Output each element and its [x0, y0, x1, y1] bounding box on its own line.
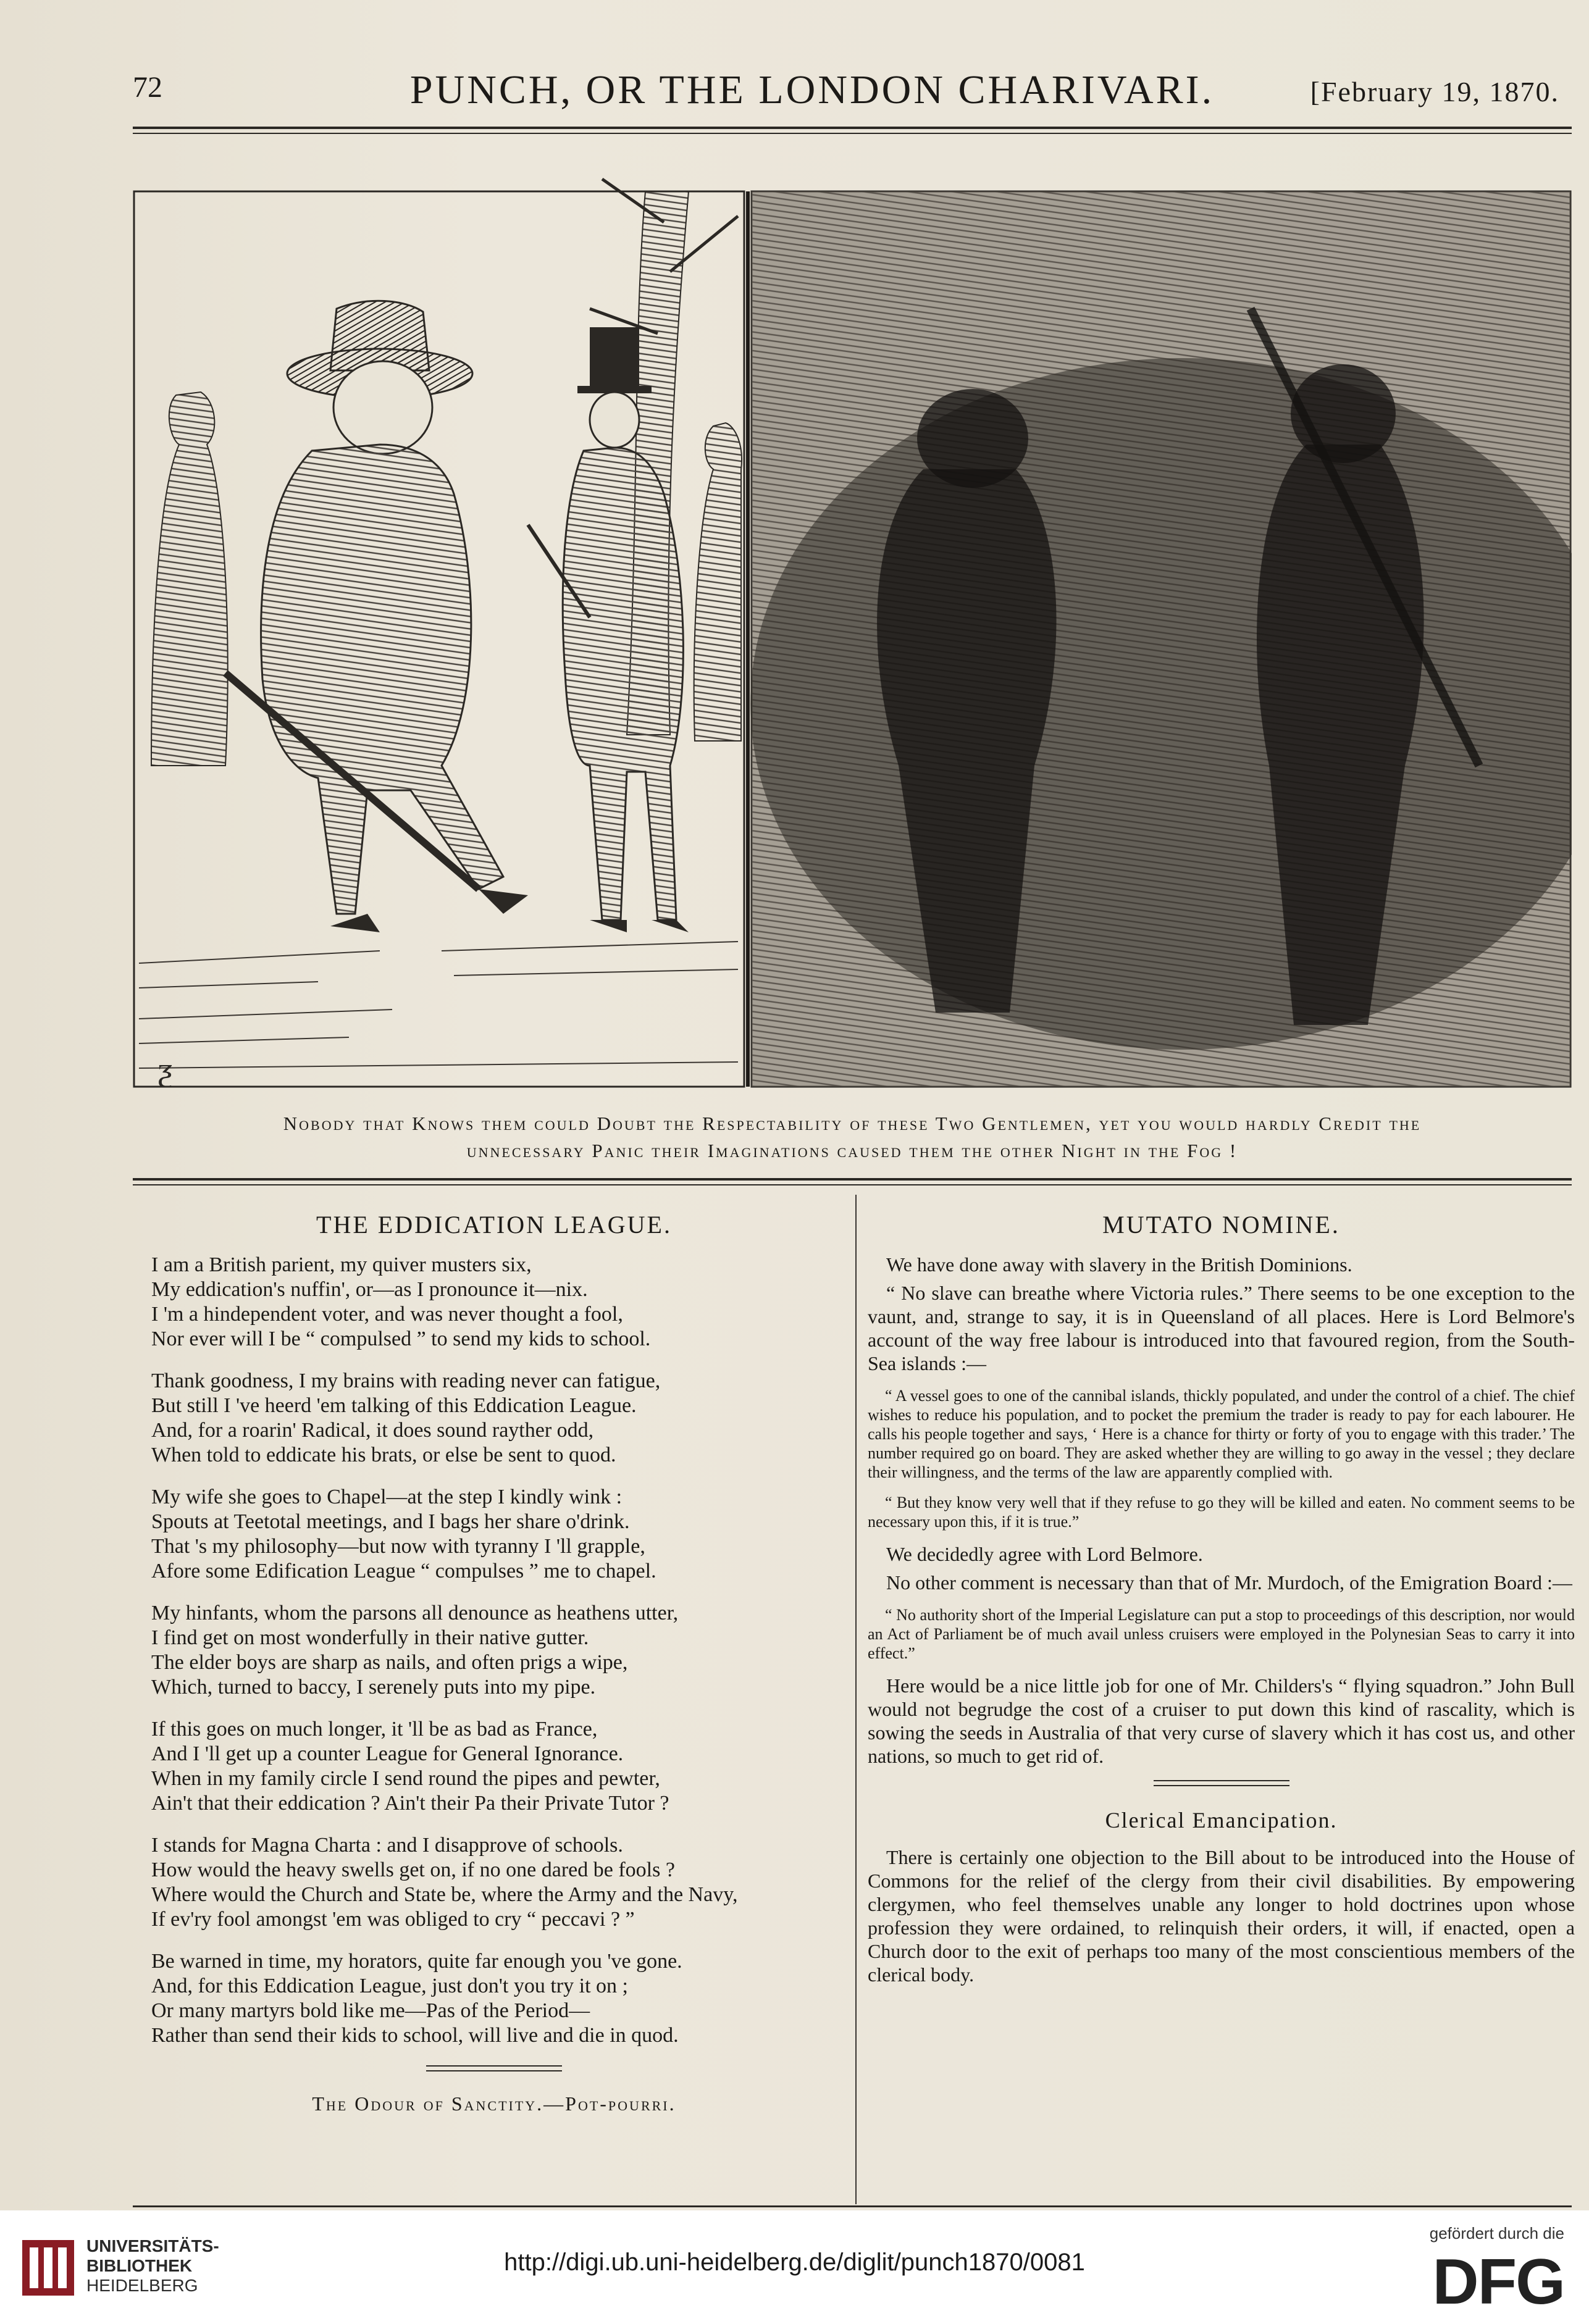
poem-line: If this goes on much longer, it 'll be as bad as France,	[151, 1718, 598, 1741]
quoted-extract: “ A vessel goes to one of the cannibal islands, thickly populated, and under the control of a chief. The chief wishes to reduce his population, and to pocket the premium the trader is ready to pay for each labourer. He calls his people together and says, ‘ Here is a chance for thirty or forty of you to engage with this trader.’ The number required go on board. They are asked whether they are willing to go away in the vessel ; they declare their willingness, and the terms of the law are apparently complied with.	[868, 1387, 1575, 1481]
stout-gentleman-body	[261, 445, 503, 914]
top-hat	[590, 327, 639, 389]
section-rule	[426, 2065, 562, 2071]
quoted-extract: “ No authority short of the Imperial Legislature can put a stop to proceedings of this description, nor would an Act of Parliament be of much avail unless cruisers were employed in the Polynesian Seas to carry it into effect.”	[868, 1606, 1575, 1662]
poem-stanza	[151, 1485, 837, 1584]
masthead-date: [February 19, 1870.	[1310, 76, 1559, 107]
paragraph: There is certainly one objection to the Bill about to be introduced into the House of Commons for the relief of the clergy from their civil disabilities. By empowering clergymen, who feel themselves unable any longer to hold doctrines upon whose profession they were ordained, to relinquish their orders, it will, if enacted, open a Church door to the exit of perhaps too many of the most conscientious members of the clerical body.	[868, 1846, 1575, 1986]
poem-line: I am a British parient, my quiver musters six,	[151, 1253, 532, 1276]
poem-line: The elder boys are sharp as nails, and often prigs a wipe,	[151, 1651, 628, 1674]
poem-stanza	[151, 1717, 837, 1816]
page-number: 72	[133, 71, 162, 104]
caption-line-2: unnecessary Panic their Imaginations caused them the other Night in the Fog !	[466, 1140, 1238, 1161]
article-title-clerical: Clerical Emancipation.	[1105, 1808, 1338, 1833]
cartoon-drawing	[133, 148, 1572, 1093]
poem-line: How would the heavy swells get on, if no one dared be fools ?	[151, 1858, 675, 1881]
sponsor-caption: gefördert durch die	[1429, 2224, 1564, 2242]
poem-stanza	[151, 1601, 837, 1700]
shadow-head-left	[917, 389, 1028, 488]
article-title-mutato: MUTATO NOMINE.	[1102, 1211, 1340, 1239]
right-lady-figure	[694, 423, 742, 741]
poem-line: Nor ever will I be “ compulsed ” to send my kids to school.	[151, 1327, 651, 1350]
masthead-title: PUNCH, OR THE LONDON CHARIVARI.	[409, 67, 1215, 112]
left-column	[151, 1210, 837, 2115]
poem-line: I find get on most wonderfully in their native gutter.	[151, 1626, 589, 1649]
poem-line: Which, turned to baccy, I serenely puts into my pipe.	[151, 1676, 596, 1699]
caption-rule	[133, 1178, 1572, 1185]
paragraph: No other comment is necessary than that of Mr. Murdoch, of the Emigration Board :—	[886, 1571, 1572, 1594]
library-name-line-2: BIBLIOTHEK	[86, 2256, 193, 2275]
article-title-eddication: THE EDDICATION LEAGUE.	[316, 1211, 672, 1239]
poem-line: Ain't that their eddication ? Ain't their Pa their Private Tutor ?	[151, 1792, 669, 1815]
poem-line: And I 'll get up a counter League for General Ignorance.	[151, 1742, 624, 1765]
paragraph: “ No slave can breathe where Victoria rules.” There seems to be one exception to the vaunt, and, strange to say, it is in Queensland of all places. Here is Lord Belmore's account of the way free labour is introduced into that favoured region, from the South-Sea islands :—	[868, 1282, 1575, 1374]
masthead-rule	[133, 127, 1572, 134]
poem-line: Be warned in time, my horators, quite far enough you 've gone.	[151, 1950, 682, 1973]
poem-line: Thank goodness, I my brains with reading never can fatigue,	[151, 1369, 661, 1392]
poem-signature: The Odour of Sanctity.—Pot-pourri.	[312, 2092, 676, 2115]
lady-figure	[151, 392, 228, 766]
poem-line: When told to eddicate his brats, or else be sent to quod.	[151, 1444, 616, 1466]
paragraph: We decidedly agree with Lord Belmore.	[886, 1543, 1203, 1565]
section-rule	[1154, 1780, 1289, 1786]
library-name-line-3: HEIDELBERG	[86, 2276, 198, 2295]
panel-divider	[746, 191, 750, 1087]
poem-line: I 'm a hindependent voter, and was never thought a fool,	[151, 1303, 623, 1326]
source-url-link[interactable]: http://digi.ub.uni-heidelberg.de/diglit/punch1870/0081	[504, 2249, 1085, 2276]
cartoon-caption	[133, 1110, 1572, 1164]
poem-line: My hinfants, whom the parsons all denounce as heathens utter,	[151, 1602, 679, 1624]
poem-line: But still I 've heerd 'em talking of this Eddication League.	[151, 1394, 637, 1417]
hat-crown	[330, 301, 429, 370]
library-name-line-1: UNIVERSITÄTS-	[86, 2236, 219, 2255]
poem-stanza	[151, 1369, 837, 1468]
poem-line: Where would the Church and State be, where the Army and the Navy,	[151, 1883, 738, 1906]
paragraph: We have done away with slavery in the British Dominions.	[886, 1253, 1352, 1276]
poem-line: And, for this Eddication League, just don't you try it on ;	[151, 1975, 628, 1997]
poem-line: Spouts at Teetotal meetings, and I bags her share o'drink.	[151, 1510, 630, 1533]
stout-feet	[330, 889, 528, 932]
poem-line: My eddication's nuffin', or—as I pronounce it—nix.	[151, 1278, 588, 1301]
artist-monogram: ƺ	[157, 1051, 172, 1088]
bottom-rule	[133, 2205, 1572, 2207]
poem-line: When in my family circle I send round the pipes and pewter,	[151, 1767, 660, 1790]
masthead	[133, 67, 1559, 116]
poem-line: My wife she goes to Chapel—at the step I kindly wink :	[151, 1486, 623, 1508]
poem-stanza	[151, 1253, 837, 1352]
tall-feet	[590, 920, 689, 932]
poem-line: Or many martyrs bold like me—Pas of the Period—	[151, 1999, 590, 2022]
poem-line: That 's my philosophy—but now with tyranny I 'll grapple,	[151, 1535, 645, 1558]
tall-face	[590, 392, 639, 448]
digitization-footer	[0, 2210, 1589, 2324]
ground-lines	[139, 942, 738, 1068]
stout-face	[333, 361, 432, 454]
cartoon-illustration	[133, 148, 1572, 1093]
dfg-logo: DFG	[1432, 2246, 1564, 2318]
poem-stanza	[151, 1833, 837, 1932]
quoted-extract: “ But they know very well that if they refuse to go they will be killed and eaten. No comment seems to be necessary upon this, if it is true.”	[868, 1494, 1575, 1531]
paragraph: Here would be a nice little job for one of Mr. Childers's “ flying squadron.” John Bull would not begrudge the cost of a cruiser to put down this kind of rascality, which is sowing the seeds in Australia of that very curse of slavery which it has cost us, and other nations, so much to get rid of.	[868, 1674, 1575, 1767]
tall-gentleman-body	[563, 448, 683, 920]
poem-line: Afore some Edification League “ compulses ” me to chapel.	[151, 1560, 656, 1582]
column-divider	[855, 1195, 857, 2204]
poem-line: Rather than send their kids to school, will live and die in quod.	[151, 2024, 679, 2047]
caption-line-1: Nobody that Knows them could Doubt the Respectability of these Two Gentlemen, yet you would hardly Credit the	[283, 1113, 1422, 1134]
poem-line: I stands for Magna Charta : and I disapprove of schools.	[151, 1834, 623, 1857]
poem-stanza	[151, 1949, 837, 2048]
poem-line: And, for a roarin' Radical, it does sound rayther odd,	[151, 1419, 594, 1442]
right-column	[868, 1210, 1575, 1991]
poem-line: If ev'ry fool amongst 'em was obliged to cry “ peccavi ? ”	[151, 1908, 635, 1931]
